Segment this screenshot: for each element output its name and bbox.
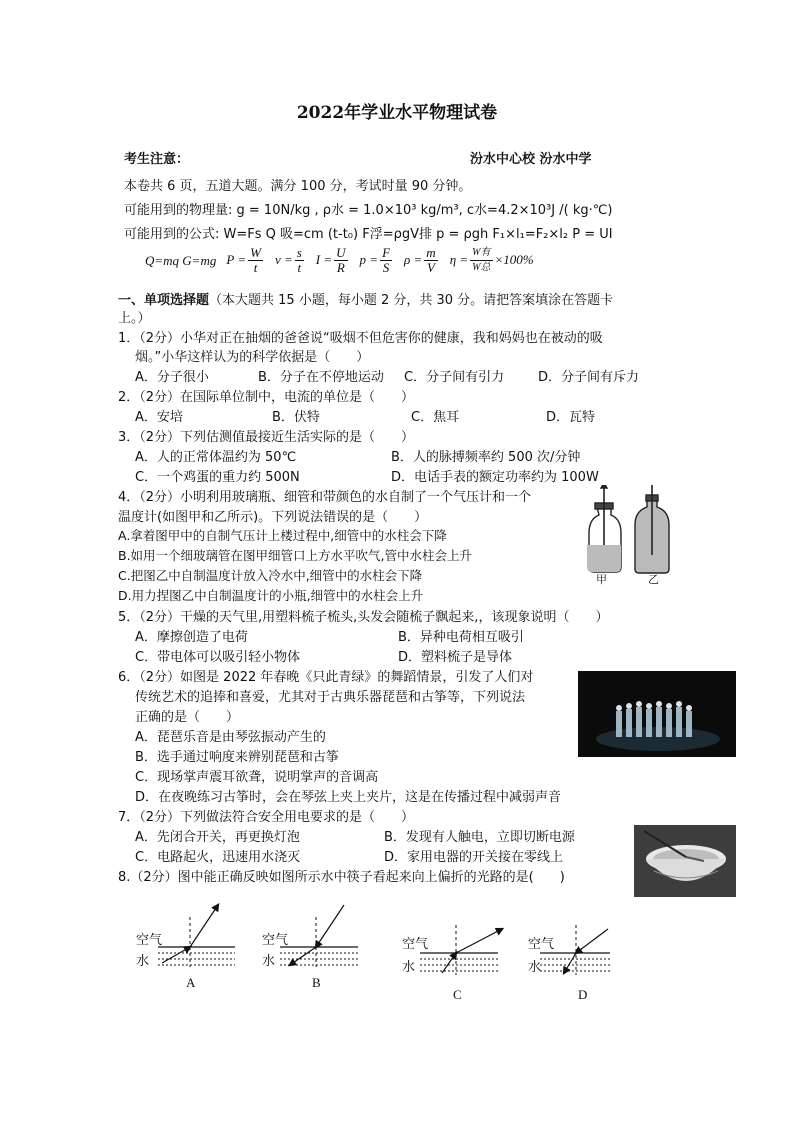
diagram-b-water-label: 水 [262,954,276,969]
diagram-b [280,905,358,967]
diagram-d-air-label: 空气 [528,937,555,952]
thermometer-bottle [635,485,669,573]
q3-option-a: A．人的正常体温约为 50℃ [135,450,297,465]
notice-label: 考生注意： [124,152,190,167]
q3-option-b: B．人的脉搏频率约 500 次/分钟 [391,450,581,465]
q1-stem-2: 烟。”小华这样认为的科学依据是（ ） [135,350,370,365]
q2-option-d: D．瓦特 [546,410,596,425]
diagram-b-air-label: 空气 [262,933,289,948]
q6-option-d: D．在夜晚练习古筝时，会在琴弦上夹上夹片，这是在传播过程中减弱声音 [135,790,562,805]
formulas-line-1: 可能用到的公式: W=Fs Q 吸=cm (t-t₀) F浮=ρgV排 p = ρgh F₁×l₁=F₂×l₂ P = UI [124,227,613,242]
q7-option-a: A．先闭合开关，再更换灯泡 [135,830,300,845]
section1-heading: 一、单项选择题 [118,293,210,308]
diagram-a [158,905,235,967]
barometer-bottle [587,485,621,572]
diagram-c-water-label: 水 [402,960,416,975]
q7-option-c: C．电路起火，迅速用水浇灭 [135,850,301,865]
formula-speed: v = $\frac{s}{t}$ [274,245,302,275]
q6-option-a: A．琵琶乐音是由琴弦振动产生的 [135,730,326,745]
q2-option-c: C．焦耳 [411,410,460,425]
constants-line: 可能用到的物理量: g = 10N/kg , ρ水 = 1.0×10³ kg/m³, c水=4.2×10³J /( kg·℃) [124,203,613,218]
q5-option-c: C．带电体可以吸引轻小物体 [135,650,301,665]
figure-label-yi: 乙 [648,573,659,586]
bowl-chopstick-photo [634,825,736,897]
q7-option-d: D．家用电器的开关接在零线上 [384,850,564,865]
q3-option-c: C．一个鸡蛋的重力约 500N [135,470,300,485]
q4-stem-2: 温度计(如图甲和乙所示)。下列说法错误的是（ ） [118,510,428,525]
q4-option-d: D.用力捏图乙中自制温度计的小瓶,细管中的水柱会上升 [118,588,424,603]
q5-stem: 5．（2分）干燥的天气里,用塑料梳子梳头,头发会随梳子飘起来,，该现象说明（ ） [118,610,609,625]
diagram-label-d: D [578,987,588,1002]
q1-stem: 1．（2分）小华对正在抽烟的爸爸说“吸烟不但危害你的健康，我和妈妈也在被动的吸 [118,331,603,346]
school-names: 汾水中心校 汾水中学 [470,152,592,167]
diagram-label-a: A [186,975,196,990]
section1-desc-2: 上。） [118,311,151,326]
diagram-label-c: C [453,987,462,1002]
q4-stem: 4．（2分）小明利用玻璃瓶、细管和带颜色的水自制了一个气压计和一个 [118,490,532,505]
q6-stem: 6．（2分）如图是 2022 年春晚《只此青绿》的舞蹈情景，引发了人们对 [118,670,534,685]
q4-option-a: A.拿着图甲中的自制气压计上楼过程中,细管中的水柱会下降 [118,528,447,543]
formulas-line-2 [145,246,534,275]
q6-option-c: C．现场掌声震耳欲聋，说明掌声的音调高 [135,770,379,785]
q4-option-b: B.如用一个细玻璃管在图甲细管口上方水平吹气,管中水柱会上升 [118,548,473,563]
formula-efficiency: η = $\frac{\text{W有}}{\text{W总}}$ ×100% [449,247,534,273]
formula-q-g: Q=mq G=mg [145,252,217,268]
q2-option-b: B．伏特 [272,410,320,425]
formula-current: I = $\frac{U}{R}$ [315,245,346,275]
formula-power: P = $\frac{W}{t}$ [226,245,261,275]
diagram-c-air-label: 空气 [402,937,429,952]
figure-label-jia: 甲 [596,573,607,586]
diagram-a-water-label: 水 [136,954,150,969]
q2-option-a: A．安培 [135,410,183,425]
exam-title: 2022年学业水平物理试卷 [296,103,498,123]
formula-density: ρ = $\frac{m}{V}$ [404,245,436,275]
q5-option-d: D．塑料梳子是导体 [398,650,513,665]
diagram-a-air-label: 空气 [136,933,163,948]
diagram-label-b: B [312,975,321,990]
q1-option-c: C．分子间有引力 [404,370,505,385]
dance-photo [578,671,736,757]
q1-option-d: D．分子间有斥力 [538,370,640,385]
q6-stem-3: 正确的是（ ） [135,710,240,725]
q1-option-b: B．分子在不停地运动 [258,370,384,385]
q5-option-a: A．摩擦创造了电荷 [135,630,248,645]
diagram-d-water-label: 水 [528,960,542,975]
q3-option-d: D．电话手表的额定功率约为 100W [391,470,599,485]
exam-intro: 本卷共 6 页，五道大题。满分 100 分，考试时量 90 分钟。 [124,179,472,194]
q2-stem: 2．（2分）在国际单位制中，电流的单位是（ ） [118,390,415,405]
q6-stem-2: 传统艺术的追捧和喜爱，尤其对于古典乐器琵琶和古筝等，下列说法 [135,690,526,705]
q3-stem: 3．（2分）下列估测值最接近生活实际的是（ ） [118,430,415,445]
q5-option-b: B．异种电荷相互吸引 [398,630,524,645]
q4-option-c: C.把图乙中自制温度计放入冷水中,细管中的水柱会下降 [118,568,423,583]
bottle-figure [575,485,675,585]
section1-heading-line [118,289,613,308]
diagram-c [420,925,502,975]
formula-pressure: p = $\frac{F}{S}$ [359,245,391,275]
q8-stem: 8.（2分）图中能正确反映如图所示水中筷子看起来向上偏折的光路的是( ) [118,870,565,885]
section1-desc: （本大题共 15 小题，每小题 2 分，共 30 分。请把答案填涂在答题卡 [209,293,614,308]
q7-option-b: B．发现有人触电，立即切断电源 [384,830,575,845]
q6-option-b: B．选手通过响度来辨别琵琶和古筝 [135,750,339,765]
q1-option-a: A．分子很小 [135,370,209,385]
q7-stem: 7．（2分）下列做法符合安全用电要求的是（ ） [118,810,415,825]
